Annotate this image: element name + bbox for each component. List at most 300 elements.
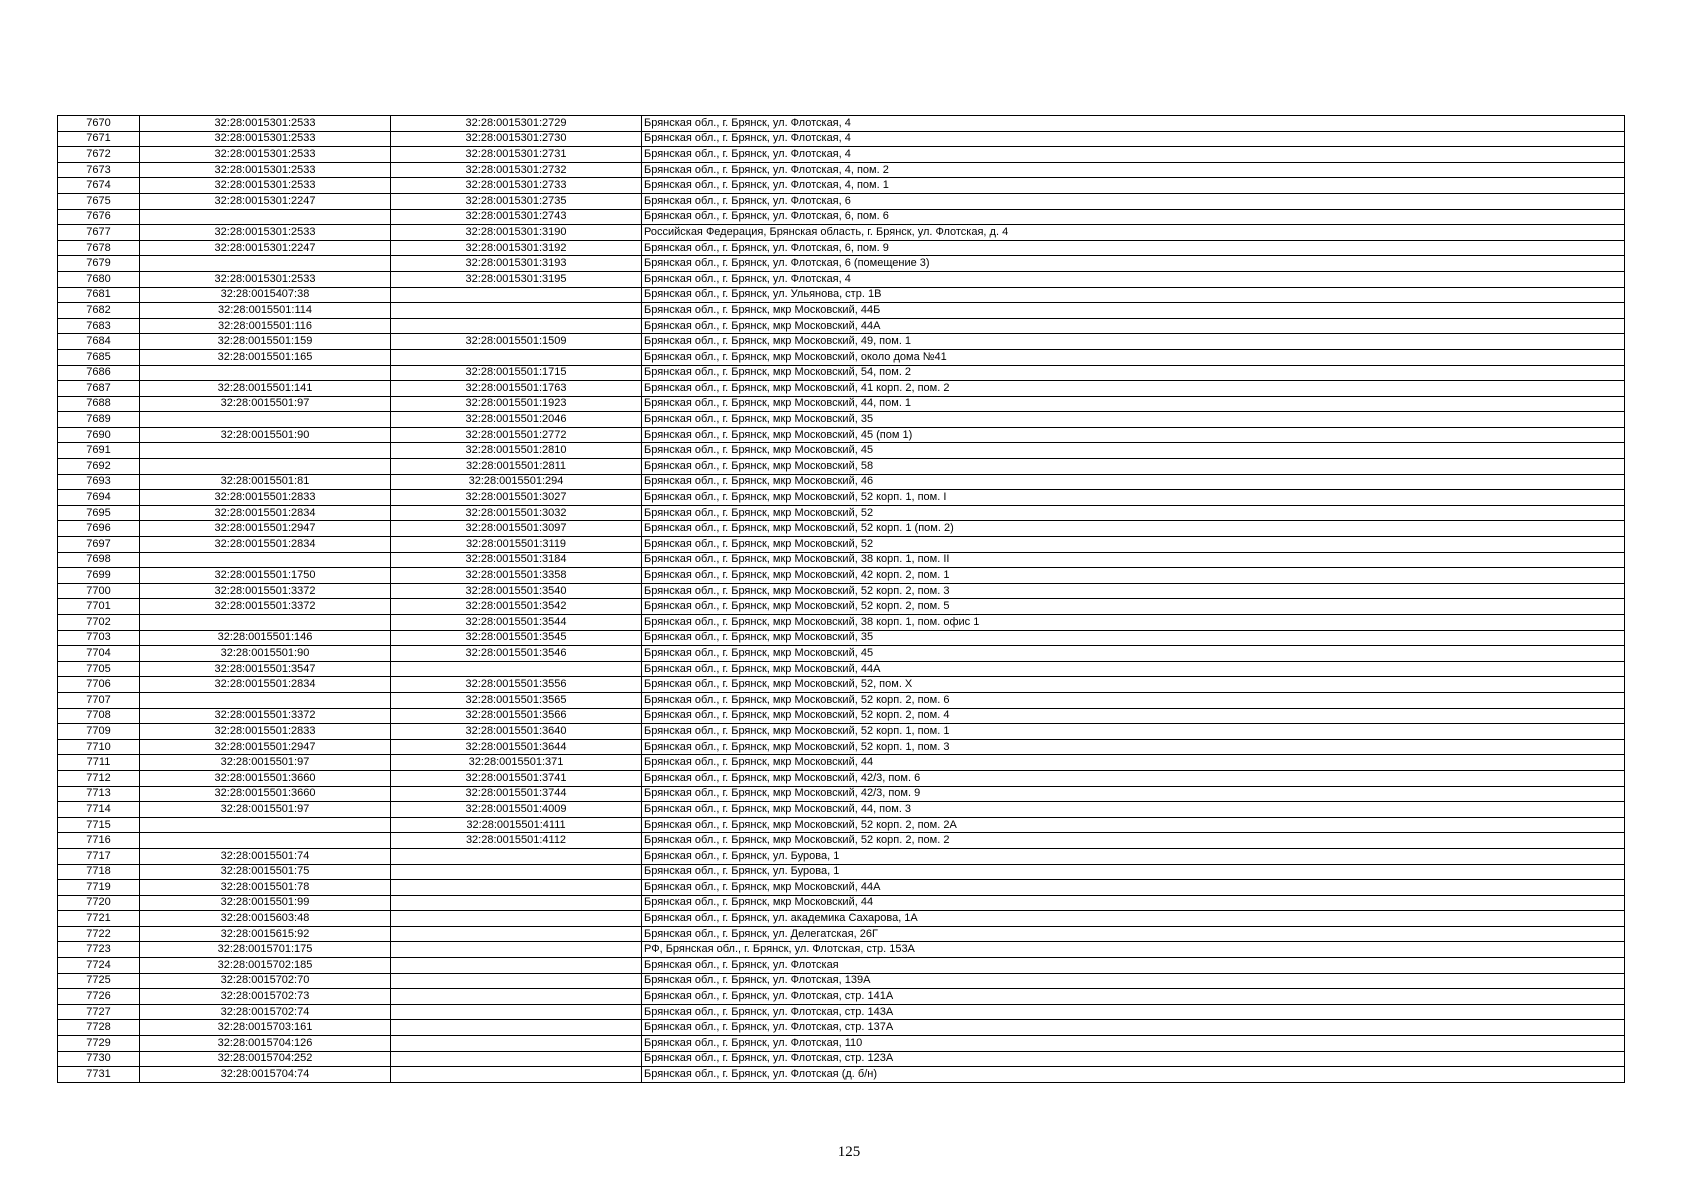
address-cell: Брянская обл., г. Брянск, мкр Московский, 52 корп. 2, пом. 5 xyxy=(642,599,1625,615)
address-cell: Брянская обл., г. Брянск, мкр Московский, 52 корп. 2, пом. 6 xyxy=(642,692,1625,708)
object-cadastral-number-cell: 32:28:0015301:2732 xyxy=(391,162,642,178)
address-cell: Брянская обл., г. Брянск, ул. Флотская, 4 xyxy=(642,271,1625,287)
object-cadastral-number-cell: 32:28:0015501:3542 xyxy=(391,599,642,615)
address-cell: Брянская обл., г. Брянск, ул. Флотская, 6 (помещение 3) xyxy=(642,256,1625,272)
table-row xyxy=(58,349,1625,365)
row-number-cell: 7718 xyxy=(58,864,140,880)
table-row xyxy=(58,817,1625,833)
object-cadastral-number-cell xyxy=(391,303,642,319)
registry-table xyxy=(57,115,1625,1083)
object-cadastral-number-cell xyxy=(391,1020,642,1036)
parcel-cadastral-number-cell: 32:28:0015501:3372 xyxy=(140,708,391,724)
address-cell: Брянская обл., г. Брянск, мкр Московский, 44, пом. 3 xyxy=(642,802,1625,818)
row-number-cell: 7671 xyxy=(58,131,140,147)
row-number-cell: 7729 xyxy=(58,1036,140,1052)
parcel-cadastral-number-cell: 32:28:0015301:2247 xyxy=(140,193,391,209)
address-cell: Брянская обл., г. Брянск, мкр Московский, 44, пом. 1 xyxy=(642,396,1625,412)
address-cell: Брянская обл., г. Брянск, ул. Флотская, стр. 137А xyxy=(642,1020,1625,1036)
parcel-cadastral-number-cell xyxy=(140,412,391,428)
table-row xyxy=(58,1020,1625,1036)
address-cell: Брянская обл., г. Брянск, мкр Московский, 44 xyxy=(642,755,1625,771)
object-cadastral-number-cell: 32:28:0015501:4009 xyxy=(391,802,642,818)
address-cell: Брянская обл., г. Брянск, ул. Флотская, 4 xyxy=(642,131,1625,147)
address-cell: Брянская обл., г. Брянск, мкр Московский, 45 (пом 1) xyxy=(642,427,1625,443)
row-number-cell: 7713 xyxy=(58,786,140,802)
row-number-cell: 7726 xyxy=(58,989,140,1005)
address-cell: Брянская обл., г. Брянск, ул. Делегатская, 26Г xyxy=(642,926,1625,942)
address-cell: Брянская обл., г. Брянск, ул. Флотская, 110 xyxy=(642,1036,1625,1052)
address-cell: Брянская обл., г. Брянск, мкр Московский, 52 корп. 2, пом. 3 xyxy=(642,583,1625,599)
parcel-cadastral-number-cell: 32:28:0015501:3660 xyxy=(140,786,391,802)
row-number-cell: 7682 xyxy=(58,303,140,319)
row-number-cell: 7694 xyxy=(58,490,140,506)
parcel-cadastral-number-cell: 32:28:0015501:81 xyxy=(140,474,391,490)
parcel-cadastral-number-cell: 32:28:0015301:2533 xyxy=(140,116,391,132)
parcel-cadastral-number-cell: 32:28:0015501:116 xyxy=(140,318,391,334)
table-row xyxy=(58,599,1625,615)
object-cadastral-number-cell: 32:28:0015501:2811 xyxy=(391,459,642,475)
parcel-cadastral-number-cell: 32:28:0015501:2834 xyxy=(140,537,391,553)
row-number-cell: 7716 xyxy=(58,833,140,849)
object-cadastral-number-cell: 32:28:0015501:2772 xyxy=(391,427,642,443)
table-row xyxy=(58,287,1625,303)
table-row xyxy=(58,802,1625,818)
registry-table-body xyxy=(58,116,1625,1083)
table-row xyxy=(58,848,1625,864)
parcel-cadastral-number-cell: 32:28:0015301:2533 xyxy=(140,131,391,147)
address-cell: Брянская обл., г. Брянск, ул. Флотская, 6 xyxy=(642,193,1625,209)
parcel-cadastral-number-cell: 32:28:0015701:175 xyxy=(140,942,391,958)
address-cell: Брянская обл., г. Брянск, ул. Флотская, 4, пом. 1 xyxy=(642,178,1625,194)
table-row xyxy=(58,973,1625,989)
address-cell: Брянская обл., г. Брянск, ул. Флотская, 4 xyxy=(642,147,1625,163)
parcel-cadastral-number-cell: 32:28:0015301:2247 xyxy=(140,240,391,256)
parcel-cadastral-number-cell: 32:28:0015702:185 xyxy=(140,958,391,974)
row-number-cell: 7691 xyxy=(58,443,140,459)
address-cell: Брянская обл., г. Брянск, мкр Московский, 52 xyxy=(642,537,1625,553)
address-cell: Брянская обл., г. Брянск, мкр Московский, 52 xyxy=(642,505,1625,521)
table-row xyxy=(58,833,1625,849)
parcel-cadastral-number-cell xyxy=(140,817,391,833)
address-cell: Брянская обл., г. Брянск, ул. Флотская, 4 xyxy=(642,116,1625,132)
row-number-cell: 7725 xyxy=(58,973,140,989)
parcel-cadastral-number-cell xyxy=(140,615,391,631)
address-cell: Брянская обл., г. Брянск, мкр Московский, 41 корп. 2, пом. 2 xyxy=(642,381,1625,397)
object-cadastral-number-cell: 32:28:0015301:2743 xyxy=(391,209,642,225)
parcel-cadastral-number-cell: 32:28:0015501:3547 xyxy=(140,661,391,677)
address-cell: Брянская обл., г. Брянск, ул. Флотская xyxy=(642,958,1625,974)
object-cadastral-number-cell: 32:28:0015501:2810 xyxy=(391,443,642,459)
address-cell: Брянская обл., г. Брянск, ул. Бурова, 1 xyxy=(642,848,1625,864)
object-cadastral-number-cell: 32:28:0015501:3565 xyxy=(391,692,642,708)
row-number-cell: 7704 xyxy=(58,646,140,662)
table-row xyxy=(58,193,1625,209)
table-row xyxy=(58,615,1625,631)
row-number-cell: 7673 xyxy=(58,162,140,178)
row-number-cell: 7723 xyxy=(58,942,140,958)
object-cadastral-number-cell: 32:28:0015301:2733 xyxy=(391,178,642,194)
parcel-cadastral-number-cell: 32:28:0015301:2533 xyxy=(140,178,391,194)
row-number-cell: 7686 xyxy=(58,365,140,381)
object-cadastral-number-cell: 32:28:0015301:3192 xyxy=(391,240,642,256)
row-number-cell: 7705 xyxy=(58,661,140,677)
table-row xyxy=(58,427,1625,443)
address-cell: Брянская обл., г. Брянск, мкр Московский, около дома №41 xyxy=(642,349,1625,365)
object-cadastral-number-cell: 32:28:0015501:3741 xyxy=(391,770,642,786)
address-cell: Брянская обл., г. Брянск, ул. Флотская, 4, пом. 2 xyxy=(642,162,1625,178)
address-cell: Брянская обл., г. Брянск, мкр Московский, 52, пом. X xyxy=(642,677,1625,693)
row-number-cell: 7701 xyxy=(58,599,140,615)
parcel-cadastral-number-cell xyxy=(140,209,391,225)
parcel-cadastral-number-cell xyxy=(140,256,391,272)
row-number-cell: 7690 xyxy=(58,427,140,443)
object-cadastral-number-cell: 32:28:0015501:1509 xyxy=(391,334,642,350)
parcel-cadastral-number-cell: 32:28:0015703:161 xyxy=(140,1020,391,1036)
address-cell: Брянская обл., г. Брянск, мкр Московский, 52 корп. 2, пом. 2 xyxy=(642,833,1625,849)
row-number-cell: 7670 xyxy=(58,116,140,132)
address-cell: Брянская обл., г. Брянск, мкр Московский, 52 корп. 1, пом. I xyxy=(642,490,1625,506)
address-cell: Брянская обл., г. Брянск, ул. Флотская, стр. 123А xyxy=(642,1051,1625,1067)
parcel-cadastral-number-cell: 32:28:0015702:74 xyxy=(140,1004,391,1020)
object-cadastral-number-cell xyxy=(391,1051,642,1067)
row-number-cell: 7679 xyxy=(58,256,140,272)
parcel-cadastral-number-cell: 32:28:0015501:3372 xyxy=(140,583,391,599)
address-cell: Брянская обл., г. Брянск, ул. академика Сахарова, 1А xyxy=(642,911,1625,927)
object-cadastral-number-cell: 32:28:0015501:3744 xyxy=(391,786,642,802)
row-number-cell: 7688 xyxy=(58,396,140,412)
address-cell: Брянская обл., г. Брянск, ул. Ульянова, стр. 1В xyxy=(642,287,1625,303)
row-number-cell: 7683 xyxy=(58,318,140,334)
parcel-cadastral-number-cell: 32:28:0015501:75 xyxy=(140,864,391,880)
parcel-cadastral-number-cell: 32:28:0015501:165 xyxy=(140,349,391,365)
row-number-cell: 7689 xyxy=(58,412,140,428)
row-number-cell: 7678 xyxy=(58,240,140,256)
table-row xyxy=(58,755,1625,771)
address-cell: Брянская обл., г. Брянск, мкр Московский, 52 корп. 1, пом. 1 xyxy=(642,724,1625,740)
row-number-cell: 7708 xyxy=(58,708,140,724)
parcel-cadastral-number-cell: 32:28:0015301:2533 xyxy=(140,271,391,287)
row-number-cell: 7692 xyxy=(58,459,140,475)
parcel-cadastral-number-cell: 32:28:0015301:2533 xyxy=(140,162,391,178)
table-row xyxy=(58,116,1625,132)
table-row xyxy=(58,131,1625,147)
object-cadastral-number-cell: 32:28:0015501:3566 xyxy=(391,708,642,724)
table-row xyxy=(58,895,1625,911)
address-cell: Брянская обл., г. Брянск, мкр Московский, 49, пом. 1 xyxy=(642,334,1625,350)
object-cadastral-number-cell: 32:28:0015501:3097 xyxy=(391,521,642,537)
row-number-cell: 7676 xyxy=(58,209,140,225)
row-number-cell: 7712 xyxy=(58,770,140,786)
parcel-cadastral-number-cell xyxy=(140,443,391,459)
parcel-cadastral-number-cell: 32:28:0015501:2834 xyxy=(140,505,391,521)
object-cadastral-number-cell: 32:28:0015501:1715 xyxy=(391,365,642,381)
parcel-cadastral-number-cell: 32:28:0015501:2833 xyxy=(140,490,391,506)
address-cell: Брянская обл., г. Брянск, ул. Флотская, стр. 143А xyxy=(642,1004,1625,1020)
address-cell: Брянская обл., г. Брянск, мкр Московский, 52 корп. 2, пом. 2А xyxy=(642,817,1625,833)
object-cadastral-number-cell xyxy=(391,1067,642,1083)
parcel-cadastral-number-cell: 32:28:0015501:2833 xyxy=(140,724,391,740)
parcel-cadastral-number-cell: 32:28:0015501:2834 xyxy=(140,677,391,693)
row-number-cell: 7715 xyxy=(58,817,140,833)
row-number-cell: 7702 xyxy=(58,615,140,631)
address-cell: Брянская обл., г. Брянск, мкр Московский, 52 корп. 1 (пом. 2) xyxy=(642,521,1625,537)
table-row xyxy=(58,739,1625,755)
table-row xyxy=(58,989,1625,1005)
address-cell: Брянская обл., г. Брянск, ул. Флотская, 6, пом. 9 xyxy=(642,240,1625,256)
object-cadastral-number-cell: 32:28:0015301:3193 xyxy=(391,256,642,272)
row-number-cell: 7697 xyxy=(58,537,140,553)
object-cadastral-number-cell: 32:28:0015501:3358 xyxy=(391,568,642,584)
object-cadastral-number-cell: 32:28:0015501:3184 xyxy=(391,552,642,568)
parcel-cadastral-number-cell: 32:28:0015501:3372 xyxy=(140,599,391,615)
address-cell: Брянская обл., г. Брянск, мкр Московский, 54, пом. 2 xyxy=(642,365,1625,381)
table-row xyxy=(58,474,1625,490)
address-cell: Брянская обл., г. Брянск, ул. Флотская, 139А xyxy=(642,973,1625,989)
object-cadastral-number-cell: 32:28:0015301:2730 xyxy=(391,131,642,147)
row-number-cell: 7731 xyxy=(58,1067,140,1083)
table-row xyxy=(58,256,1625,272)
table-row xyxy=(58,365,1625,381)
parcel-cadastral-number-cell xyxy=(140,365,391,381)
address-cell: Брянская обл., г. Брянск, мкр Московский, 38 корп. 1, пом. II xyxy=(642,552,1625,568)
row-number-cell: 7684 xyxy=(58,334,140,350)
parcel-cadastral-number-cell: 32:28:0015501:3660 xyxy=(140,770,391,786)
row-number-cell: 7699 xyxy=(58,568,140,584)
table-row xyxy=(58,162,1625,178)
table-row xyxy=(58,958,1625,974)
table-row xyxy=(58,209,1625,225)
address-cell: Брянская обл., г. Брянск, мкр Московский, 35 xyxy=(642,630,1625,646)
table-row xyxy=(58,225,1625,241)
parcel-cadastral-number-cell: 32:28:0015407:38 xyxy=(140,287,391,303)
row-number-cell: 7709 xyxy=(58,724,140,740)
parcel-cadastral-number-cell: 32:28:0015501:97 xyxy=(140,755,391,771)
address-cell: Брянская обл., г. Брянск, мкр Московский, 42/3, пом. 9 xyxy=(642,786,1625,802)
row-number-cell: 7703 xyxy=(58,630,140,646)
table-row xyxy=(58,630,1625,646)
table-row xyxy=(58,271,1625,287)
parcel-cadastral-number-cell xyxy=(140,459,391,475)
object-cadastral-number-cell xyxy=(391,926,642,942)
row-number-cell: 7707 xyxy=(58,692,140,708)
address-cell: Брянская обл., г. Брянск, мкр Московский, 58 xyxy=(642,459,1625,475)
parcel-cadastral-number-cell: 32:28:0015501:97 xyxy=(140,802,391,818)
object-cadastral-number-cell xyxy=(391,973,642,989)
table-row xyxy=(58,1051,1625,1067)
table-row xyxy=(58,443,1625,459)
parcel-cadastral-number-cell: 32:28:0015501:74 xyxy=(140,848,391,864)
row-number-cell: 7714 xyxy=(58,802,140,818)
object-cadastral-number-cell: 32:28:0015501:4112 xyxy=(391,833,642,849)
table-row xyxy=(58,646,1625,662)
table-row xyxy=(58,880,1625,896)
parcel-cadastral-number-cell: 32:28:0015702:73 xyxy=(140,989,391,1005)
table-row xyxy=(58,1036,1625,1052)
parcel-cadastral-number-cell: 32:28:0015615:92 xyxy=(140,926,391,942)
object-cadastral-number-cell: 32:28:0015301:2731 xyxy=(391,147,642,163)
parcel-cadastral-number-cell: 32:28:0015501:90 xyxy=(140,646,391,662)
row-number-cell: 7700 xyxy=(58,583,140,599)
address-cell: Брянская обл., г. Брянск, мкр Московский, 45 xyxy=(642,646,1625,662)
table-row xyxy=(58,911,1625,927)
row-number-cell: 7695 xyxy=(58,505,140,521)
table-row xyxy=(58,770,1625,786)
object-cadastral-number-cell: 32:28:0015501:2046 xyxy=(391,412,642,428)
parcel-cadastral-number-cell: 32:28:0015702:70 xyxy=(140,973,391,989)
address-cell: Брянская обл., г. Брянск, ул. Флотская, 6, пом. 6 xyxy=(642,209,1625,225)
row-number-cell: 7677 xyxy=(58,225,140,241)
row-number-cell: 7675 xyxy=(58,193,140,209)
table-row xyxy=(58,537,1625,553)
parcel-cadastral-number-cell xyxy=(140,692,391,708)
parcel-cadastral-number-cell: 32:28:0015301:2533 xyxy=(140,147,391,163)
table-row xyxy=(58,381,1625,397)
table-row xyxy=(58,412,1625,428)
table-row xyxy=(58,1004,1625,1020)
table-row xyxy=(58,552,1625,568)
parcel-cadastral-number-cell xyxy=(140,833,391,849)
address-cell: Брянская обл., г. Брянск, мкр Московский, 35 xyxy=(642,412,1625,428)
table-row xyxy=(58,505,1625,521)
address-cell: Брянская обл., г. Брянск, ул. Флотская (д. б/н) xyxy=(642,1067,1625,1083)
table-row xyxy=(58,318,1625,334)
object-cadastral-number-cell xyxy=(391,287,642,303)
object-cadastral-number-cell xyxy=(391,911,642,927)
table-row xyxy=(58,1067,1625,1083)
object-cadastral-number-cell: 32:28:0015501:3640 xyxy=(391,724,642,740)
address-cell: Брянская обл., г. Брянск, мкр Московский, 38 корп. 1, пом. офис 1 xyxy=(642,615,1625,631)
parcel-cadastral-number-cell: 32:28:0015501:159 xyxy=(140,334,391,350)
object-cadastral-number-cell xyxy=(391,989,642,1005)
parcel-cadastral-number-cell: 32:28:0015501:114 xyxy=(140,303,391,319)
parcel-cadastral-number-cell: 32:28:0015501:90 xyxy=(140,427,391,443)
object-cadastral-number-cell: 32:28:0015501:3032 xyxy=(391,505,642,521)
object-cadastral-number-cell: 32:28:0015501:1923 xyxy=(391,396,642,412)
address-cell: Брянская обл., г. Брянск, мкр Московский, 52 корп. 2, пом. 4 xyxy=(642,708,1625,724)
object-cadastral-number-cell: 32:28:0015501:3027 xyxy=(391,490,642,506)
address-cell: Брянская обл., г. Брянск, мкр Московский, 44Б xyxy=(642,303,1625,319)
row-number-cell: 7720 xyxy=(58,895,140,911)
object-cadastral-number-cell: 32:28:0015501:4111 xyxy=(391,817,642,833)
table-row xyxy=(58,692,1625,708)
table-row xyxy=(58,724,1625,740)
address-cell: Брянская обл., г. Брянск, мкр Московский, 45 xyxy=(642,443,1625,459)
row-number-cell: 7721 xyxy=(58,911,140,927)
row-number-cell: 7693 xyxy=(58,474,140,490)
table-row xyxy=(58,303,1625,319)
parcel-cadastral-number-cell xyxy=(140,552,391,568)
object-cadastral-number-cell: 32:28:0015501:3119 xyxy=(391,537,642,553)
parcel-cadastral-number-cell: 32:28:0015501:78 xyxy=(140,880,391,896)
row-number-cell: 7727 xyxy=(58,1004,140,1020)
address-cell: Брянская обл., г. Брянск, мкр Московский, 42/3, пом. 6 xyxy=(642,770,1625,786)
parcel-cadastral-number-cell: 32:28:0015501:1750 xyxy=(140,568,391,584)
parcel-cadastral-number-cell: 32:28:0015704:126 xyxy=(140,1036,391,1052)
row-number-cell: 7681 xyxy=(58,287,140,303)
row-number-cell: 7724 xyxy=(58,958,140,974)
parcel-cadastral-number-cell: 32:28:0015501:2947 xyxy=(140,739,391,755)
row-number-cell: 7728 xyxy=(58,1020,140,1036)
object-cadastral-number-cell xyxy=(391,864,642,880)
table-row xyxy=(58,677,1625,693)
row-number-cell: 7696 xyxy=(58,521,140,537)
object-cadastral-number-cell: 32:28:0015501:3556 xyxy=(391,677,642,693)
row-number-cell: 7719 xyxy=(58,880,140,896)
address-cell: Брянская обл., г. Брянск, мкр Московский, 42 корп. 2, пом. 1 xyxy=(642,568,1625,584)
object-cadastral-number-cell xyxy=(391,1004,642,1020)
address-cell: Брянская обл., г. Брянск, мкр Московский, 44А xyxy=(642,318,1625,334)
row-number-cell: 7706 xyxy=(58,677,140,693)
address-cell: Брянская обл., г. Брянск, мкр Московский, 44А xyxy=(642,661,1625,677)
address-cell: Брянская обл., г. Брянск, ул. Бурова, 1 xyxy=(642,864,1625,880)
object-cadastral-number-cell xyxy=(391,848,642,864)
row-number-cell: 7672 xyxy=(58,147,140,163)
object-cadastral-number-cell xyxy=(391,895,642,911)
object-cadastral-number-cell: 32:28:0015501:3544 xyxy=(391,615,642,631)
row-number-cell: 7680 xyxy=(58,271,140,287)
address-cell: Брянская обл., г. Брянск, мкр Московский, 52 корп. 1, пом. 3 xyxy=(642,739,1625,755)
parcel-cadastral-number-cell: 32:28:0015501:2947 xyxy=(140,521,391,537)
table-row xyxy=(58,568,1625,584)
object-cadastral-number-cell: 32:28:0015501:3545 xyxy=(391,630,642,646)
parcel-cadastral-number-cell: 32:28:0015704:74 xyxy=(140,1067,391,1083)
table-row xyxy=(58,490,1625,506)
table-row xyxy=(58,521,1625,537)
object-cadastral-number-cell xyxy=(391,942,642,958)
object-cadastral-number-cell: 32:28:0015501:3644 xyxy=(391,739,642,755)
parcel-cadastral-number-cell: 32:28:0015301:2533 xyxy=(140,225,391,241)
table-row xyxy=(58,864,1625,880)
table-row xyxy=(58,661,1625,677)
table-row xyxy=(58,786,1625,802)
object-cadastral-number-cell: 32:28:0015501:1763 xyxy=(391,381,642,397)
address-cell: Брянская обл., г. Брянск, мкр Московский, 44А xyxy=(642,880,1625,896)
address-cell: РФ, Брянская обл., г. Брянск, ул. Флотская, стр. 153А xyxy=(642,942,1625,958)
address-cell: Брянская обл., г. Брянск, мкр Московский, 44 xyxy=(642,895,1625,911)
object-cadastral-number-cell: 32:28:0015301:2729 xyxy=(391,116,642,132)
table-row xyxy=(58,178,1625,194)
row-number-cell: 7698 xyxy=(58,552,140,568)
parcel-cadastral-number-cell: 32:28:0015704:252 xyxy=(140,1051,391,1067)
parcel-cadastral-number-cell: 32:28:0015501:141 xyxy=(140,381,391,397)
parcel-cadastral-number-cell: 32:28:0015501:97 xyxy=(140,396,391,412)
row-number-cell: 7717 xyxy=(58,848,140,864)
object-cadastral-number-cell: 32:28:0015501:3546 xyxy=(391,646,642,662)
object-cadastral-number-cell xyxy=(391,958,642,974)
table-row xyxy=(58,459,1625,475)
parcel-cadastral-number-cell: 32:28:0015603:48 xyxy=(140,911,391,927)
object-cadastral-number-cell xyxy=(391,349,642,365)
table-row xyxy=(58,147,1625,163)
parcel-cadastral-number-cell: 32:28:0015501:146 xyxy=(140,630,391,646)
object-cadastral-number-cell xyxy=(391,661,642,677)
object-cadastral-number-cell: 32:28:0015501:371 xyxy=(391,755,642,771)
table-row xyxy=(58,240,1625,256)
row-number-cell: 7730 xyxy=(58,1051,140,1067)
table-row xyxy=(58,396,1625,412)
table-row xyxy=(58,942,1625,958)
object-cadastral-number-cell: 32:28:0015501:3540 xyxy=(391,583,642,599)
parcel-cadastral-number-cell: 32:28:0015501:99 xyxy=(140,895,391,911)
table-row xyxy=(58,708,1625,724)
row-number-cell: 7710 xyxy=(58,739,140,755)
table-row xyxy=(58,583,1625,599)
object-cadastral-number-cell: 32:28:0015301:3195 xyxy=(391,271,642,287)
object-cadastral-number-cell: 32:28:0015501:294 xyxy=(391,474,642,490)
table-row xyxy=(58,926,1625,942)
address-cell: Брянская обл., г. Брянск, мкр Московский, 46 xyxy=(642,474,1625,490)
row-number-cell: 7711 xyxy=(58,755,140,771)
